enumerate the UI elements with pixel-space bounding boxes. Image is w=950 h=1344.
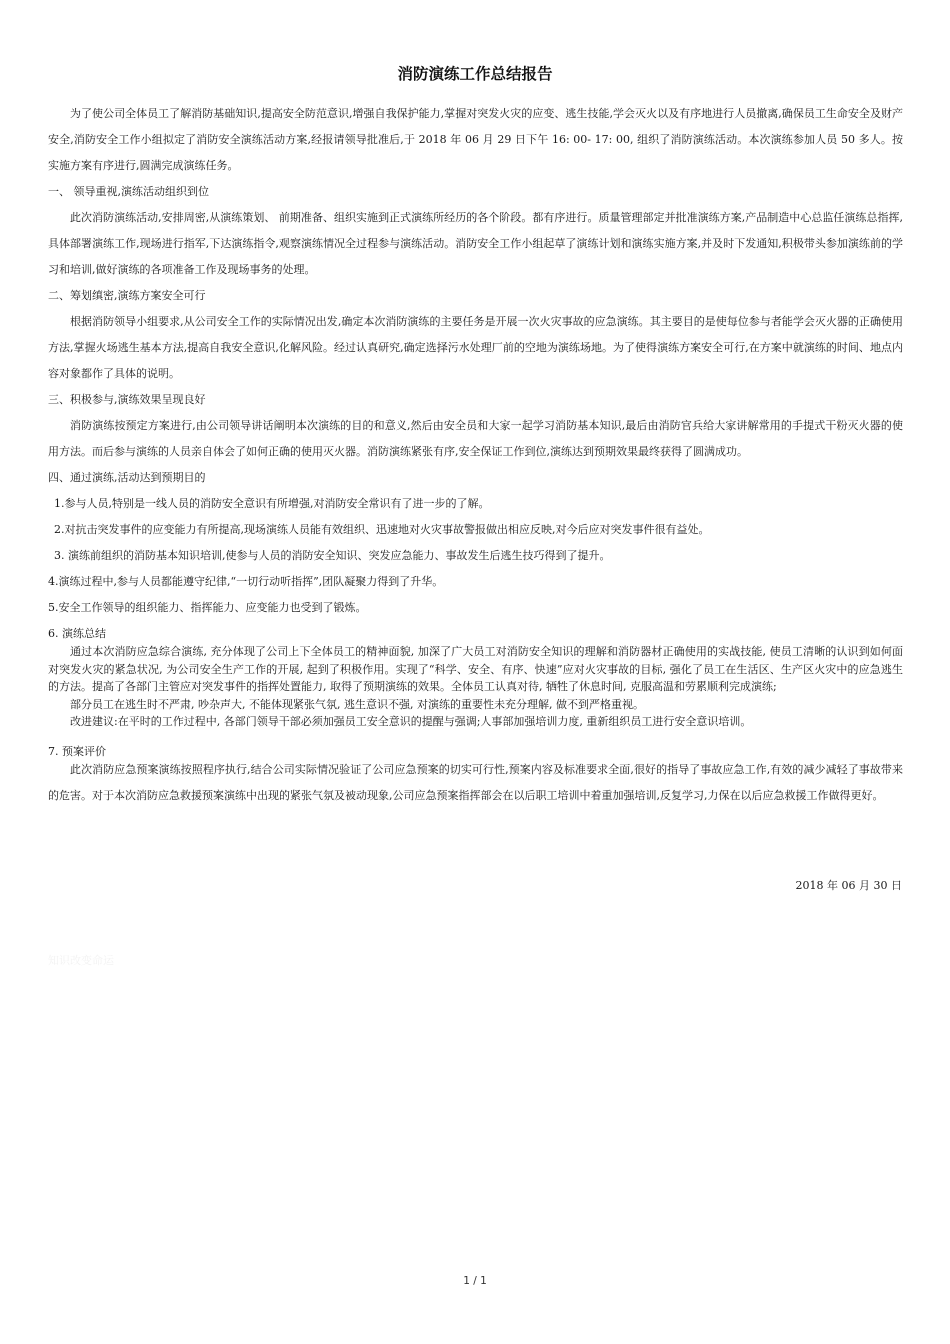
evaluation-heading: 7. 预案评价 [48, 744, 106, 758]
list-item: 5.安全工作领导的组织能力、指挥能力、应变能力也受到了锻炼。 [48, 601, 367, 614]
section-3-heading: 三、积极参与,演练效果呈现良好 [48, 393, 206, 406]
document-body [48, 101, 903, 809]
faint-watermark-text: 知识改变命运 [48, 954, 114, 967]
intro-paragraph: 为了使公司全体员工了解消防基础知识,提高安全防范意识,增强自我保护能力,掌握对突发火灾的应变、逃生技能,学会灭火以及有序地进行人员撤离,确保员工生命安全及财产安全,消防安全工作小组拟定了消防安全演练活动方案,经报请领导批准后,于 2018 年 06 月 29 日下午 16: 00- 17: 00, 组织了消防演练活动。本次演练参加人员 50 多人。按实施方案有序进行,圆满完成演练任务。 [48, 107, 903, 172]
section-4-heading: 四、通过演练,活动达到预期目的 [48, 471, 206, 484]
evaluation-text: 此次消防应急预案演练按照程序执行,结合公司实际情况验证了公司应急预案的切实可行性,预案内容及标准要求全面,很好的指导了事故应急工作,有效的减少减轻了事故带来的危害。对于本次消防应急救援预案演练中出现的紧张气氛及被动现象,公司应急预案指挥部会在以后职工培训中着重加强培训,反复学习,力保在以后应急救援工作做得更好。 [48, 762, 903, 802]
section-1-heading: 一、 领导重视,演练活动组织到位 [48, 185, 209, 198]
section-2-heading: 二、筹划缜密,演练方案安全可行 [48, 289, 206, 302]
summary-paragraph: 部分员工在逃生时不严肃, 吵杂声大, 不能体现紧张气氛, 逃生意识不强, 对演练的重要性未充分理解, 做不到严格重视。 [70, 697, 644, 711]
list-item: 1.参与人员,特别是一线人员的消防安全意识有所增强,对消防安全常识有了进一步的了解。 [54, 497, 490, 510]
list-item: 3. 演练前组织的消防基本知识培训,使参与人员的消防安全知识、突发应急能力、事故发生后逃生技巧得到了提升。 [54, 549, 611, 562]
page-number: 1 / 1 [463, 1275, 487, 1287]
summary-paragraph: 改进建议:在平时的工作过程中, 各部门领导干部必须加强员工安全意识的提醒与强调;人事部加强培训力度, 重新组织员工进行安全意识培训。 [70, 715, 752, 728]
summary-paragraph: 通过本次消防应急综合演练, 充分体现了公司上下全体员工的精神面貌, 加深了广大员工对消防安全知识的理解和消防器材正确使用的实战技能, 使员工清晰的认识到如何面对突发火灾的紧急状况, 为公司安全生产工作的开展, 起到了积极作用。实现了“科学、安全、有序、快速”应对火灾事故的目标, 强化了员工在生活区、生产区火灾中的应急逃生的方法。提高了各部门主管应对突发事件的指挥处置能力, 取得了预期演练的效果。全体员工认真对待, 牺牲了休息时间, 克服高温和劳累顺利完成演练; [48, 645, 903, 693]
report-date: 2018 年 06 月 30 日 [795, 879, 902, 892]
section-1-text: 此次消防演练活动,安排周密,从演练策划、 前期准备、组织实施到正式演练所经历的各个阶段。都有序进行。质量管理部定并批准演练方案,产品制造中心总监任演练总指挥,具体部署演练工作,现场进行指军,下达演练指令,观察演练情况全过程参与演练活动。消防安全工作小组起草了演练计划和演练实施方案,并及时下发通知,积极带头参加演练前的学习和培训,做好演练的各项准备工作及现场事务的处理。 [48, 211, 903, 276]
document-title: 消防演练工作总结报告 [397, 65, 553, 83]
list-item: 2.对抗击突发事件的应变能力有所提高,现场演练人员能有效组织、迅速地对火灾事故警报做出相应反映,对今后应对突发事件很有益处。 [54, 523, 710, 536]
list-item: 4.演练过程中,参与人员都能遵守纪律,“一切行动听指挥”,团队凝聚力得到了升华。 [48, 575, 444, 588]
section-3-text: 消防演练按预定方案进行,由公司领导讲话阐明本次演练的目的和意义,然后由安全员和大家一起学习消防基本知识,最后由消防官兵给大家讲解常用的手提式干粉灭火器的使用方法。而后参与演练的人员亲自体会了如何正确的使用灭火器。消防演练紧张有序,安全保证工作到位,演练达到预期效果最终获得了圆满成功。 [48, 419, 903, 458]
section-2-text: 根据消防领导小组要求,从公司安全工作的实际情况出发,确定本次消防演练的主要任务是开展一次火灾事故的应急演练。其主要目的是使每位参与者能学会灭火器的正确使用方法,掌握火场逃生基本方法,提高自我安全意识,化解风险。经过认真研究,确定选择污水处理厂前的空地为演练场地。为了使得演练方案安全可行,在方案中就演练的时间、地点内容对象都作了具体的说明。 [48, 315, 903, 380]
summary-heading: 6. 演练总结 [48, 627, 106, 640]
